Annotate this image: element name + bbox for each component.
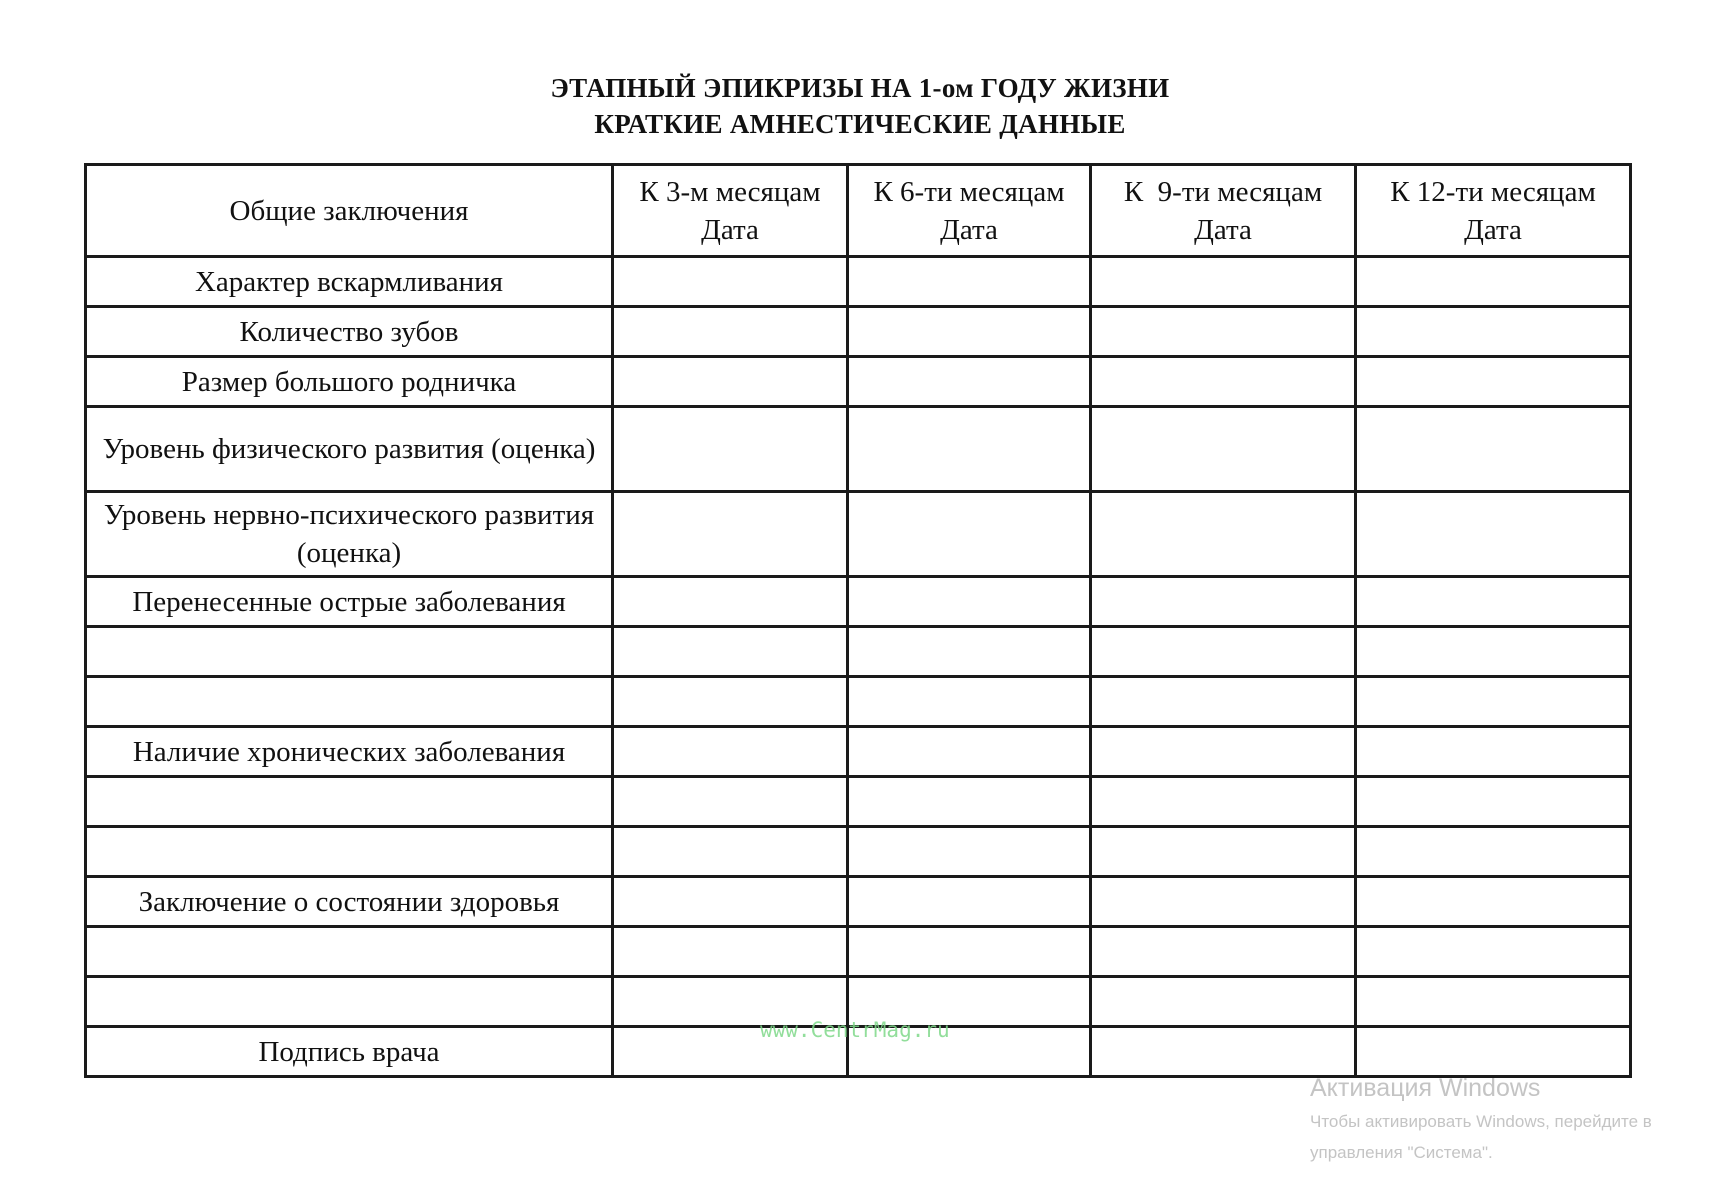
table-row bbox=[86, 927, 1631, 977]
entry-cell[interactable] bbox=[1091, 827, 1356, 877]
table-row bbox=[86, 407, 1631, 492]
entry-cell[interactable] bbox=[1091, 257, 1356, 307]
entry-cell[interactable] bbox=[1356, 307, 1631, 357]
title-line-2: КРАТКИЕ АМНЕСТИЧЕСКИЕ ДАННЫЕ bbox=[594, 109, 1126, 139]
entry-cell[interactable] bbox=[1356, 577, 1631, 627]
windows-activation-notice bbox=[1310, 1072, 1652, 1166]
header-col-12-months bbox=[1356, 165, 1631, 257]
header-col-title: К 9-ти месяцам bbox=[1123, 175, 1323, 208]
entry-cell[interactable] bbox=[848, 927, 1091, 977]
entry-cell[interactable] bbox=[848, 307, 1091, 357]
header-col-date-label: Дата bbox=[701, 213, 759, 246]
table-row bbox=[86, 257, 1631, 307]
entry-cell[interactable] bbox=[1091, 1027, 1356, 1077]
entry-cell[interactable] bbox=[1091, 877, 1356, 927]
entry-cell[interactable] bbox=[613, 777, 848, 827]
table-row bbox=[86, 677, 1631, 727]
row-label bbox=[86, 977, 613, 1027]
table-header-row bbox=[86, 165, 1631, 257]
epicrisis-table bbox=[84, 163, 1632, 1078]
header-col-date-label: Дата bbox=[1194, 213, 1252, 246]
entry-cell[interactable] bbox=[613, 407, 848, 492]
entry-cell[interactable] bbox=[1356, 727, 1631, 777]
entry-cell[interactable] bbox=[848, 357, 1091, 407]
title-line-1: ЭТАПНЫЙ ЭПИКРИЗЫ НА 1-ом ГОДУ ЖИЗНИ bbox=[550, 73, 1170, 103]
header-col-6-months bbox=[848, 165, 1091, 257]
entry-cell[interactable] bbox=[1091, 727, 1356, 777]
entry-cell[interactable] bbox=[848, 627, 1091, 677]
entry-cell[interactable] bbox=[848, 877, 1091, 927]
entry-cell[interactable] bbox=[848, 727, 1091, 777]
entry-cell[interactable] bbox=[1091, 577, 1356, 627]
entry-cell[interactable] bbox=[1356, 977, 1631, 1027]
entry-cell[interactable] bbox=[613, 307, 848, 357]
entry-cell[interactable] bbox=[1356, 777, 1631, 827]
entry-cell[interactable] bbox=[848, 257, 1091, 307]
table-row bbox=[86, 877, 1631, 927]
table-body bbox=[86, 257, 1631, 1077]
entry-cell[interactable] bbox=[613, 927, 848, 977]
row-label bbox=[86, 927, 613, 977]
row-label: Количество зубов bbox=[86, 307, 613, 357]
activation-title: Активация Windows bbox=[1310, 1074, 1541, 1102]
entry-cell[interactable] bbox=[1356, 627, 1631, 677]
entry-cell[interactable] bbox=[848, 492, 1091, 577]
entry-cell[interactable] bbox=[1356, 827, 1631, 877]
entry-cell[interactable] bbox=[848, 777, 1091, 827]
entry-cell[interactable] bbox=[1091, 627, 1356, 677]
activation-text-line-1: Чтобы активировать Windows, перейдите в bbox=[1310, 1112, 1652, 1131]
entry-cell[interactable] bbox=[1091, 307, 1356, 357]
entry-cell[interactable] bbox=[1091, 677, 1356, 727]
entry-cell[interactable] bbox=[613, 627, 848, 677]
entry-cell[interactable] bbox=[613, 257, 848, 307]
activation-text-line-2: управления "Система". bbox=[1310, 1143, 1493, 1162]
row-label: Характер вскармливания bbox=[86, 257, 613, 307]
row-label: Наличие хронических заболевания bbox=[86, 727, 613, 777]
entry-cell[interactable] bbox=[613, 677, 848, 727]
row-label: Заключение о состоянии здоровья bbox=[86, 877, 613, 927]
entry-cell[interactable] bbox=[848, 577, 1091, 627]
entry-cell[interactable] bbox=[613, 877, 848, 927]
entry-cell[interactable] bbox=[613, 492, 848, 577]
row-label: Уровень нервно-психического развития (оценка) bbox=[86, 492, 613, 577]
entry-cell[interactable] bbox=[1091, 492, 1356, 577]
table-row bbox=[86, 827, 1631, 877]
entry-cell[interactable] bbox=[1091, 407, 1356, 492]
header-col-9-months bbox=[1091, 165, 1356, 257]
header-col-title: К 3-м месяцам bbox=[639, 175, 821, 208]
table-row bbox=[86, 492, 1631, 577]
table-row bbox=[86, 357, 1631, 407]
document-title bbox=[0, 70, 1720, 142]
entry-cell[interactable] bbox=[1356, 357, 1631, 407]
entry-cell[interactable] bbox=[848, 677, 1091, 727]
row-label bbox=[86, 627, 613, 677]
header-col-3-months bbox=[613, 165, 848, 257]
entry-cell[interactable] bbox=[613, 827, 848, 877]
header-general-conclusions: Общие заключения bbox=[86, 165, 613, 257]
entry-cell[interactable] bbox=[1091, 927, 1356, 977]
entry-cell[interactable] bbox=[1356, 492, 1631, 577]
entry-cell[interactable] bbox=[848, 827, 1091, 877]
site-watermark: www.CentrMag.ru bbox=[760, 1018, 950, 1042]
entry-cell[interactable] bbox=[1356, 677, 1631, 727]
header-col-title: К 6-ти месяцам bbox=[873, 175, 1065, 208]
table-row bbox=[86, 627, 1631, 677]
row-label: Уровень физического развития (оценка) bbox=[86, 407, 613, 492]
row-label bbox=[86, 677, 613, 727]
row-label: Подпись врача bbox=[86, 1027, 613, 1077]
row-label: Перенесенные острые заболевания bbox=[86, 577, 613, 627]
entry-cell[interactable] bbox=[1356, 1027, 1631, 1077]
entry-cell[interactable] bbox=[1091, 777, 1356, 827]
row-label bbox=[86, 777, 613, 827]
header-col-title: К 12-ти месяцам bbox=[1390, 175, 1596, 208]
entry-cell[interactable] bbox=[613, 357, 848, 407]
entry-cell[interactable] bbox=[1356, 927, 1631, 977]
entry-cell[interactable] bbox=[613, 727, 848, 777]
row-label: Размер большого родничка bbox=[86, 357, 613, 407]
entry-cell[interactable] bbox=[1356, 877, 1631, 927]
entry-cell[interactable] bbox=[1091, 357, 1356, 407]
table-row bbox=[86, 307, 1631, 357]
entry-cell[interactable] bbox=[613, 577, 848, 627]
entry-cell[interactable] bbox=[1356, 257, 1631, 307]
table-row bbox=[86, 777, 1631, 827]
entry-cell[interactable] bbox=[1091, 977, 1356, 1027]
entry-cell[interactable] bbox=[1356, 407, 1631, 492]
table-row bbox=[86, 727, 1631, 777]
header-col-date-label: Дата bbox=[940, 213, 998, 246]
row-label bbox=[86, 827, 613, 877]
header-col-date-label: Дата bbox=[1464, 213, 1522, 246]
table-row bbox=[86, 577, 1631, 627]
entry-cell[interactable] bbox=[848, 407, 1091, 492]
